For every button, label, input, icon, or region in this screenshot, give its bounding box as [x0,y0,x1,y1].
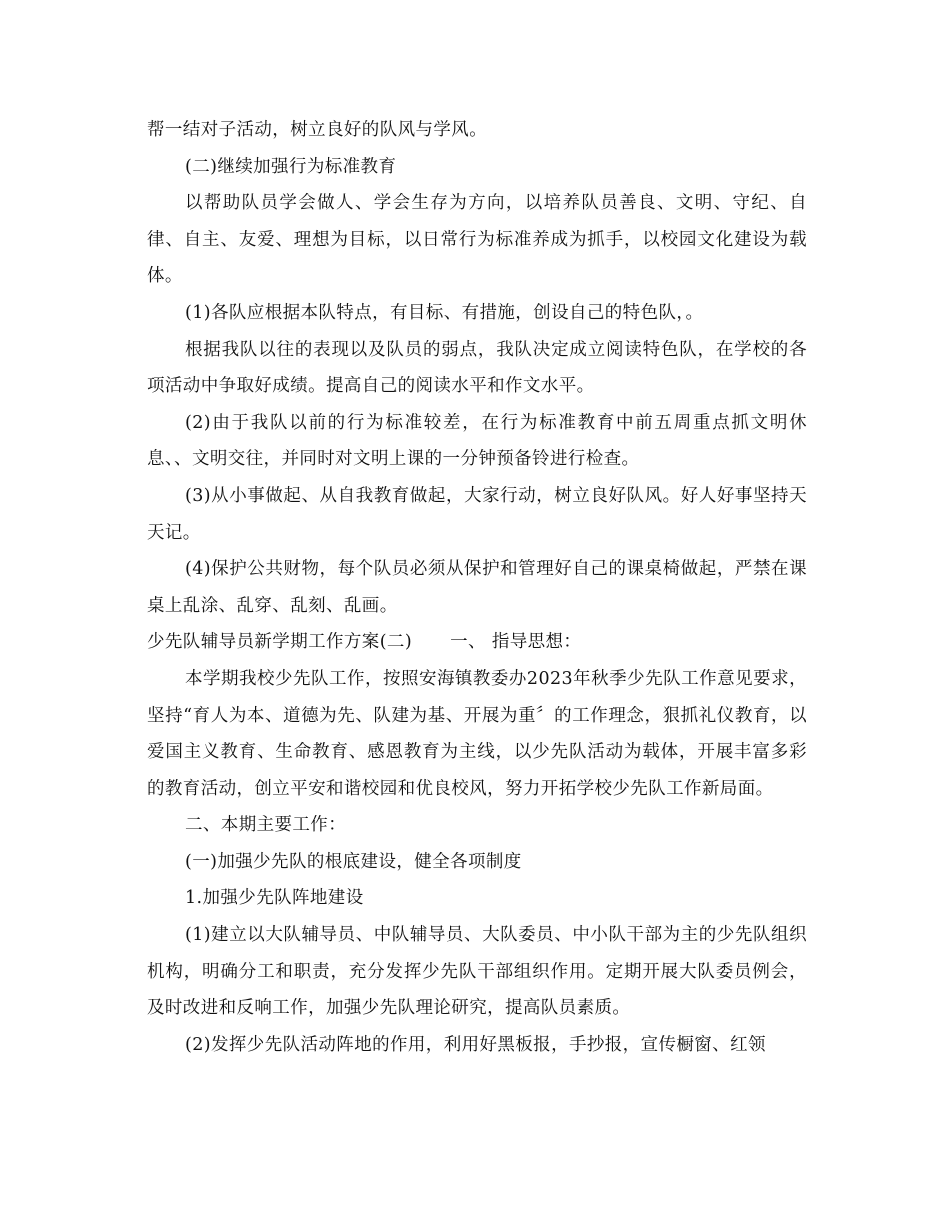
list-item: (1)各队应根据本队特点，有目标、有措施，创设自己的特色队，。 [185,302,704,323]
list-item: (2)由于我队以前的行为标准较差，在行为标准教育中前五周重点抓文明休息、、文明交往，并同时对文明上课的一分钟预备铃进行检查。 [147,412,807,470]
paragraph: 帮一结对子活动，树立良好的队风与学风。 [147,120,488,140]
list-item: (2)发挥少先队活动阵地的作用，利用好黑板报，手抄报，宣传橱窗、红领 [185,1034,766,1055]
paragraph: 本学期我校少先队工作，按照安海镇教委办2023年秋季少先队工作意见要求，坚持“育人为本、道德为先、队建为基、开展为重〞的工作理念，狠抓礼仪教育，以爱国主义教育、生命教育、感恩教育为主线，以少先队活动为载体，开展丰富多彩的教育活动，创立平安和谐校园和优良校风，努力开拓学校少先队工作新局面。 [147,668,807,799]
paragraph: 以帮助队员学会做人、学会生存为方向，以培养队员善良、文明、守纪、自律、自主、友爱、理想为目标，以日常行为标准养成为抓手，以校园文化建设为载体。 [147,193,807,287]
section-heading: 1.加强少先队阵地建设 [185,888,364,909]
section-heading: (一)加强少先队的根底建设，健全各项制度 [185,851,522,872]
list-item: (1)建立以大队辅导员、中队辅导员、大队委员、中小队干部为主的少先队组织机构，明确分工和职责，充分发挥少先队干部组织作用。定期开展大队委员例会，及时改进和反响工作，加强少先队理论研究，提高队员素质。 [147,925,807,1019]
document-title: 少先队辅导员新学期工作方案(二) [147,632,413,653]
section-heading: (二)继续加强行为标准教育 [185,156,397,177]
paragraph: 根据我队以往的表现以及队员的弱点，我队决定成立阅读特色队，在学校的各项活动中争取好成绩。提高自己的阅读水平和作文水平。 [147,339,807,397]
list-item: (3)从小事做起、从自我教育做起，大家行动，树立良好队风。好人好事坚持天天记。 [147,485,807,543]
document-title-line [147,624,807,661]
document-body [147,112,807,1063]
list-item: (4)保护公共财物，每个队员必须从保护和管理好自己的课桌椅做起，严禁在课桌上乱涂、乱穿、乱刻、乱画。 [147,559,807,616]
section-heading: 一、 指导思想： [450,632,582,653]
section-heading: 二、本期主要工作： [185,815,347,836]
